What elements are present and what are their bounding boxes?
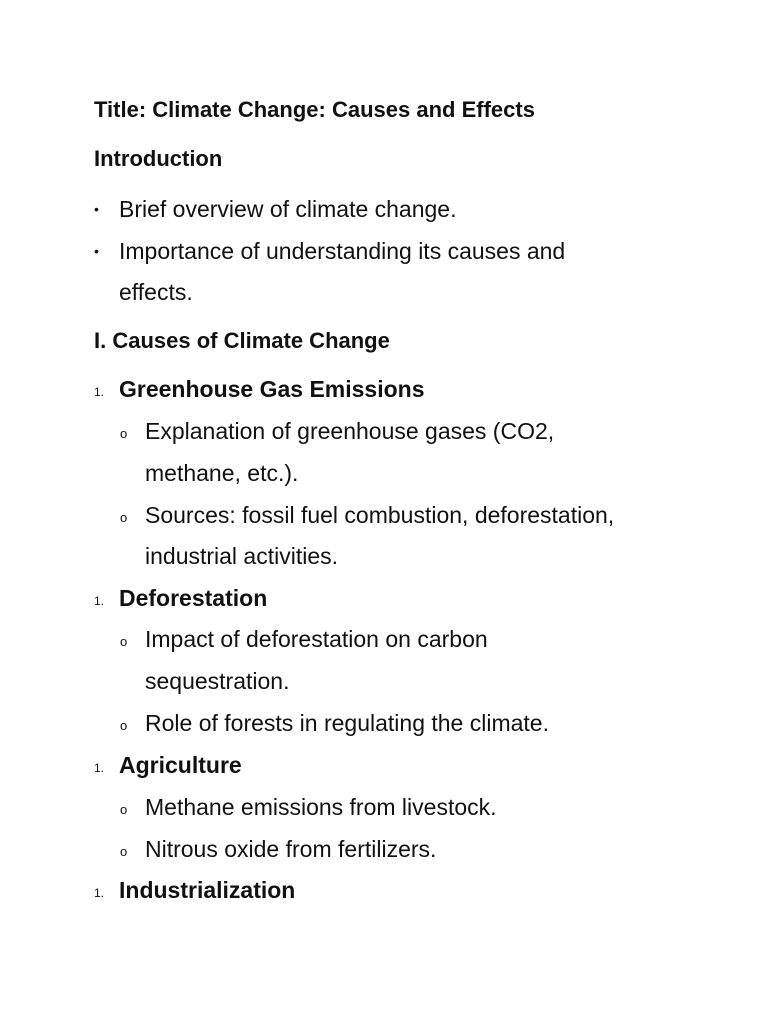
list-number: 1. <box>94 385 105 399</box>
list-number: 1. <box>94 886 105 900</box>
intro-bullet-text: Brief overview of climate change. <box>119 196 457 222</box>
sub-bullet-marker: o <box>120 634 128 649</box>
list-item-label: Deforestation <box>119 585 268 611</box>
list-number: 1. <box>94 761 105 775</box>
sub-item-text: Role of forests in regulating the climate. <box>145 710 549 736</box>
introduction-heading: Introduction <box>94 146 223 171</box>
sub-bullet-marker: o <box>120 510 128 525</box>
intro-bullet-text: Importance of understanding its causes and <box>119 238 566 264</box>
sub-item-text: Explanation of greenhouse gases (CO2, <box>145 418 555 444</box>
sub-item-text: Methane emissions from livestock. <box>145 794 497 820</box>
list-number: 1. <box>94 594 105 608</box>
sub-bullet-marker: o <box>120 426 128 441</box>
sub-item-continuation: industrial activities. <box>145 543 339 569</box>
document-title: Title: Climate Change: Causes and Effects <box>94 97 535 122</box>
list-item-label: Agriculture <box>119 752 242 778</box>
sub-item-continuation: methane, etc.). <box>145 460 299 486</box>
sub-bullet-marker: o <box>120 718 128 733</box>
bullet-marker: • <box>94 243 99 259</box>
bullet-marker: • <box>94 201 99 217</box>
sub-item-continuation: sequestration. <box>145 668 290 694</box>
list-item-label: Greenhouse Gas Emissions <box>119 376 425 402</box>
intro-bullet-continuation: effects. <box>119 279 193 305</box>
sub-item-text: Nitrous oxide from fertilizers. <box>145 836 437 862</box>
list-item-label: Industrialization <box>119 877 296 903</box>
sub-bullet-marker: o <box>120 802 128 817</box>
sub-bullet-marker: o <box>120 844 128 859</box>
causes-heading: I. Causes of Climate Change <box>94 328 390 353</box>
sub-item-text: Impact of deforestation on carbon <box>145 626 488 652</box>
sub-item-text: Sources: fossil fuel combustion, deforestation, <box>145 502 615 528</box>
